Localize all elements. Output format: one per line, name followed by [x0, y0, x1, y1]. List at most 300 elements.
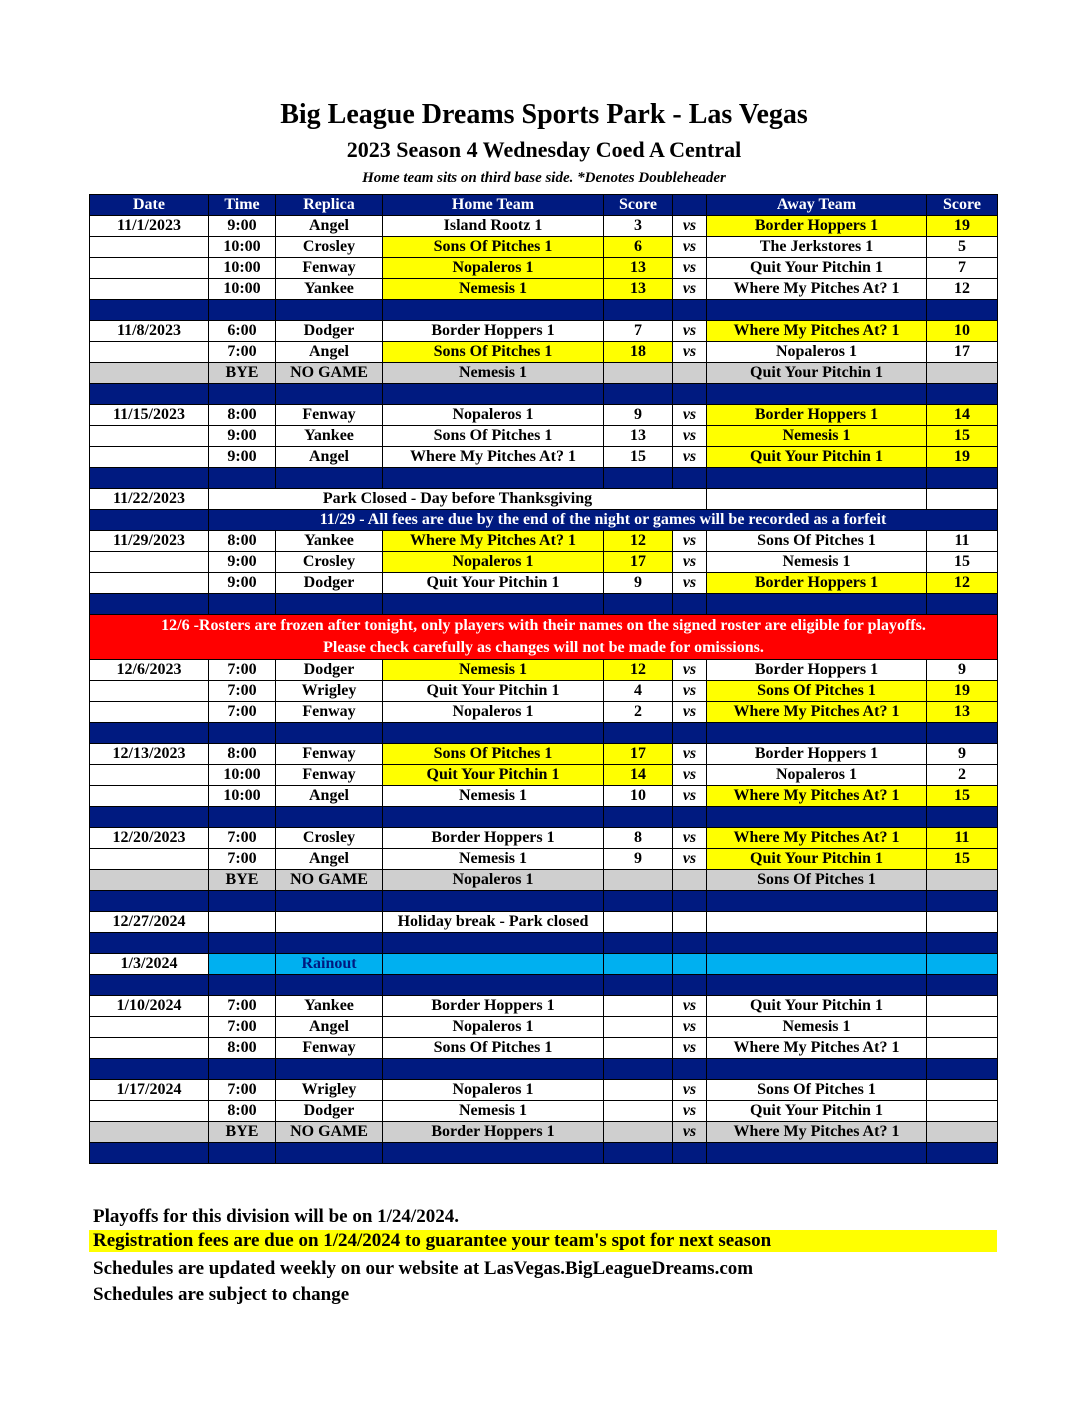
separator-cell	[276, 975, 383, 996]
away-team-cell: Quit Your Pitchin 1	[707, 363, 927, 384]
replica-cell: Angel	[276, 447, 383, 468]
time-cell: 7:00	[209, 342, 276, 363]
replica-cell: Crosley	[276, 237, 383, 258]
time-cell: 8:00	[209, 531, 276, 552]
home-team-cell: Quit Your Pitchin 1	[383, 573, 604, 594]
time-cell: 7:00	[209, 996, 276, 1017]
separator-cell	[276, 1059, 383, 1080]
away-team-cell: Nemesis 1	[707, 426, 927, 447]
home-team-cell: Quit Your Pitchin 1	[383, 681, 604, 702]
replica-cell: Dodger	[276, 1101, 383, 1122]
date-cell: 1/10/2024	[90, 996, 209, 1017]
away-score-cell: 19	[927, 447, 998, 468]
replica-cell: Fenway	[276, 744, 383, 765]
away-score-cell: 2	[927, 765, 998, 786]
separator-cell	[209, 933, 276, 954]
away-score-cell: 19	[927, 216, 998, 237]
game-row	[90, 786, 998, 807]
time-cell: 9:00	[209, 447, 276, 468]
separator-row	[90, 933, 998, 954]
home-team-cell: Border Hoppers 1	[383, 996, 604, 1017]
separator-cell	[90, 1059, 209, 1080]
home-team-cell: Sons Of Pitches 1	[383, 342, 604, 363]
separator-cell	[383, 594, 604, 615]
home-score-cell	[604, 1122, 673, 1143]
home-score-cell: 17	[604, 744, 673, 765]
home-team-cell: Nemesis 1	[383, 363, 604, 384]
separator-row	[90, 891, 998, 912]
vs-cell: vs	[673, 744, 707, 765]
replica-cell: Yankee	[276, 531, 383, 552]
date-cell	[90, 279, 209, 300]
schedule-table	[89, 194, 998, 1164]
home-score-cell: 13	[604, 258, 673, 279]
time-cell: 10:00	[209, 258, 276, 279]
separator-row	[90, 300, 998, 321]
away-team-cell: Where My Pitches At? 1	[707, 1038, 927, 1059]
separator-row	[90, 975, 998, 996]
game-row	[90, 1017, 998, 1038]
away-score-cell: 11	[927, 531, 998, 552]
replica-cell: Fenway	[276, 702, 383, 723]
date-cell: 1/3/2024	[90, 954, 209, 975]
replica-cell	[276, 912, 383, 933]
home-score-cell: 18	[604, 342, 673, 363]
away-score-cell: 15	[927, 426, 998, 447]
separator-cell	[383, 1059, 604, 1080]
replica-cell: Fenway	[276, 258, 383, 279]
home-team-cell: Nopaleros 1	[383, 258, 604, 279]
col-home-score-header: Score	[604, 195, 673, 216]
replica-cell: Fenway	[276, 1038, 383, 1059]
time-cell: 7:00	[209, 702, 276, 723]
replica-cell: Angel	[276, 216, 383, 237]
away-team-cell: Quit Your Pitchin 1	[707, 849, 927, 870]
separator-cell	[383, 723, 604, 744]
away-team-cell: Where My Pitches At? 1	[707, 786, 927, 807]
home-score-cell: 15	[604, 447, 673, 468]
separator-cell	[707, 594, 927, 615]
away-score-cell	[927, 1080, 998, 1101]
away-score-cell: 12	[927, 279, 998, 300]
away-team-cell: Sons Of Pitches 1	[707, 1080, 927, 1101]
game-row	[90, 531, 998, 552]
roster-alert-line-1: 12/6 -Rosters are frozen after tonight, only players with their names on the signed roster are eligible for playoffs.	[161, 617, 926, 634]
col-home-header: Home Team	[383, 195, 604, 216]
away-score-cell	[927, 1038, 998, 1059]
header-row	[90, 195, 998, 216]
separator-cell	[383, 384, 604, 405]
date-cell	[90, 681, 209, 702]
away-team-cell: Where My Pitches At? 1	[707, 828, 927, 849]
separator-cell	[383, 933, 604, 954]
separator-cell	[276, 807, 383, 828]
vs-cell: vs	[673, 786, 707, 807]
away-score-cell: 14	[927, 405, 998, 426]
separator-row	[90, 384, 998, 405]
vs-cell: vs	[673, 573, 707, 594]
time-cell: 10:00	[209, 279, 276, 300]
separator-cell	[673, 807, 707, 828]
date-cell	[90, 786, 209, 807]
separator-cell	[383, 468, 604, 489]
separator-cell	[707, 1143, 927, 1164]
separator-cell	[927, 975, 998, 996]
rainout-cell	[383, 954, 604, 975]
home-score-cell: 7	[604, 321, 673, 342]
replica-cell: Fenway	[276, 765, 383, 786]
separator-cell	[383, 300, 604, 321]
separator-cell	[383, 975, 604, 996]
away-score-cell: 7	[927, 258, 998, 279]
date-cell: 11/1/2023	[90, 216, 209, 237]
separator-cell	[276, 1143, 383, 1164]
replica-cell: Dodger	[276, 660, 383, 681]
away-team-cell: Where My Pitches At? 1	[707, 1122, 927, 1143]
home-score-cell	[604, 912, 673, 933]
separator-row	[90, 594, 998, 615]
date-cell	[90, 258, 209, 279]
col-date-header: Date	[90, 195, 209, 216]
vs-cell: vs	[673, 237, 707, 258]
separator-cell	[604, 468, 673, 489]
home-team-cell: Sons Of Pitches 1	[383, 744, 604, 765]
game-row	[90, 279, 998, 300]
vs-cell: vs	[673, 321, 707, 342]
home-team-cell: Border Hoppers 1	[383, 1122, 604, 1143]
separator-cell	[604, 723, 673, 744]
separator-cell	[90, 975, 209, 996]
away-score-cell: 12	[927, 573, 998, 594]
date-cell	[90, 573, 209, 594]
away-team-cell: Border Hoppers 1	[707, 216, 927, 237]
separator-cell	[276, 300, 383, 321]
vs-cell: vs	[673, 552, 707, 573]
time-cell: 9:00	[209, 426, 276, 447]
replica-cell: Crosley	[276, 552, 383, 573]
home-team-cell: Nopaleros 1	[383, 405, 604, 426]
date-cell	[90, 1101, 209, 1122]
separator-cell	[604, 891, 673, 912]
replica-cell: Fenway	[276, 405, 383, 426]
date-cell	[90, 765, 209, 786]
website-note: Schedules are updated weekly on our website at LasVegas.BigLeagueDreams.com	[93, 1258, 754, 1279]
separator-cell	[209, 300, 276, 321]
home-score-cell: 2	[604, 702, 673, 723]
separator-cell	[604, 933, 673, 954]
time-cell: 7:00	[209, 1080, 276, 1101]
separator-cell	[209, 1143, 276, 1164]
home-score-cell: 9	[604, 849, 673, 870]
time-cell: 8:00	[209, 405, 276, 426]
page-subtitle: 2023 Season 4 Wednesday Coed A Central	[346, 137, 742, 162]
away-team-cell: Nemesis 1	[707, 552, 927, 573]
col-away-header: Away Team	[707, 195, 927, 216]
date-cell: 11/22/2023	[90, 489, 209, 510]
home-team-cell: Nopaleros 1	[383, 870, 604, 891]
game-row	[90, 702, 998, 723]
vs-cell: vs	[673, 660, 707, 681]
vs-cell: vs	[673, 531, 707, 552]
vs-cell: vs	[673, 765, 707, 786]
vs-cell: vs	[673, 258, 707, 279]
home-score-cell	[604, 363, 673, 384]
separator-cell	[707, 891, 927, 912]
separator-cell	[707, 468, 927, 489]
time-cell: BYE	[209, 363, 276, 384]
separator-cell	[927, 300, 998, 321]
home-score-cell: 13	[604, 279, 673, 300]
date-cell: 11/29/2023	[90, 531, 209, 552]
separator-cell	[276, 891, 383, 912]
home-team-cell: Nopaleros 1	[383, 1080, 604, 1101]
separator-cell	[673, 933, 707, 954]
holiday-note: Holiday break - Park closed	[383, 912, 604, 933]
home-team-cell: Nemesis 1	[383, 279, 604, 300]
rainout-cell	[707, 954, 927, 975]
home-score-cell: 3	[604, 216, 673, 237]
away-score-cell: 9	[927, 660, 998, 681]
vs-cell	[673, 870, 707, 891]
away-score-cell: 5	[927, 237, 998, 258]
game-row	[90, 681, 998, 702]
separator-cell	[707, 933, 927, 954]
vs-cell: vs	[673, 1101, 707, 1122]
vs-cell: vs	[673, 996, 707, 1017]
fees-notice: 11/29 - All fees are due by the end of the night or games will be recorded as a forfeit	[209, 510, 998, 531]
vs-cell: vs	[673, 849, 707, 870]
date-cell	[90, 237, 209, 258]
date-cell: 12/6/2023	[90, 660, 209, 681]
time-cell: 7:00	[209, 660, 276, 681]
away-team-cell: Where My Pitches At? 1	[707, 321, 927, 342]
home-score-cell	[604, 1017, 673, 1038]
separator-cell	[927, 1143, 998, 1164]
home-score-cell: 9	[604, 573, 673, 594]
replica-cell: Angel	[276, 786, 383, 807]
home-team-cell: Border Hoppers 1	[383, 828, 604, 849]
away-team-cell: Quit Your Pitchin 1	[707, 447, 927, 468]
time-cell: 9:00	[209, 216, 276, 237]
away-team-cell: Quit Your Pitchin 1	[707, 996, 927, 1017]
home-team-cell: Quit Your Pitchin 1	[383, 765, 604, 786]
away-score-cell	[927, 996, 998, 1017]
date-cell: 12/20/2023	[90, 828, 209, 849]
separator-cell	[673, 468, 707, 489]
date-cell	[90, 342, 209, 363]
separator-cell	[209, 468, 276, 489]
home-score-cell: 14	[604, 765, 673, 786]
separator-cell	[383, 807, 604, 828]
home-team-cell: Sons Of Pitches 1	[383, 237, 604, 258]
away-team-cell: Border Hoppers 1	[707, 660, 927, 681]
game-row	[90, 996, 998, 1017]
replica-cell: Yankee	[276, 279, 383, 300]
game-row	[90, 660, 998, 681]
separator-cell	[673, 891, 707, 912]
away-team-cell	[707, 912, 927, 933]
away-team-cell: Nopaleros 1	[707, 765, 927, 786]
game-row	[90, 573, 998, 594]
separator-cell	[383, 891, 604, 912]
vs-cell: vs	[673, 447, 707, 468]
vs-cell: vs	[673, 702, 707, 723]
away-score-cell	[927, 912, 998, 933]
separator-row	[90, 1143, 998, 1164]
home-score-cell	[604, 1101, 673, 1122]
away-score-cell	[927, 1017, 998, 1038]
separator-cell	[209, 1059, 276, 1080]
home-team-cell: Island Rootz 1	[383, 216, 604, 237]
rainout-row	[90, 954, 998, 975]
date-cell	[90, 1122, 209, 1143]
away-team-cell	[707, 489, 927, 510]
date-cell	[90, 870, 209, 891]
game-row	[90, 849, 998, 870]
game-row	[90, 258, 998, 279]
home-team-cell: Nopaleros 1	[383, 552, 604, 573]
home-team-cell: Nemesis 1	[383, 660, 604, 681]
time-cell: 8:00	[209, 1101, 276, 1122]
away-score-cell: 15	[927, 786, 998, 807]
replica-cell: Crosley	[276, 828, 383, 849]
replica-cell: Wrigley	[276, 681, 383, 702]
separator-cell	[927, 891, 998, 912]
away-team-cell: Quit Your Pitchin 1	[707, 1101, 927, 1122]
away-team-cell: Nopaleros 1	[707, 342, 927, 363]
away-score-cell: 11	[927, 828, 998, 849]
time-cell: 9:00	[209, 552, 276, 573]
date-cell	[90, 510, 209, 531]
holiday-row	[90, 912, 998, 933]
time-cell: BYE	[209, 870, 276, 891]
schedule-body	[90, 195, 998, 1164]
away-score-cell	[927, 870, 998, 891]
vs-cell: vs	[673, 405, 707, 426]
away-team-cell: Where My Pitches At? 1	[707, 702, 927, 723]
replica-cell: NO GAME	[276, 1122, 383, 1143]
separator-cell	[90, 300, 209, 321]
separator-cell	[927, 723, 998, 744]
vs-cell: vs	[673, 1122, 707, 1143]
page-title: Big League Dreams Sports Park - Las Vegas	[280, 99, 808, 130]
separator-row	[90, 723, 998, 744]
separator-cell	[276, 384, 383, 405]
home-team-cell: Nopaleros 1	[383, 702, 604, 723]
home-team-cell: Where My Pitches At? 1	[383, 447, 604, 468]
away-team-cell: Border Hoppers 1	[707, 744, 927, 765]
date-cell	[90, 426, 209, 447]
separator-row	[90, 468, 998, 489]
separator-cell	[276, 933, 383, 954]
home-score-cell	[604, 996, 673, 1017]
separator-cell	[673, 1143, 707, 1164]
home-score-cell: 10	[604, 786, 673, 807]
separator-cell	[927, 384, 998, 405]
vs-cell: vs	[673, 1017, 707, 1038]
separator-cell	[276, 594, 383, 615]
separator-cell	[604, 384, 673, 405]
vs-cell: vs	[673, 1038, 707, 1059]
separator-cell	[90, 384, 209, 405]
date-cell	[90, 447, 209, 468]
time-cell	[209, 912, 276, 933]
home-score-cell: 8	[604, 828, 673, 849]
date-cell: 12/27/2024	[90, 912, 209, 933]
time-cell: 10:00	[209, 786, 276, 807]
away-team-cell: The Jerkstores 1	[707, 237, 927, 258]
separator-cell	[707, 384, 927, 405]
away-score-cell	[927, 363, 998, 384]
separator-cell	[209, 723, 276, 744]
separator-cell	[90, 1143, 209, 1164]
separator-cell	[209, 594, 276, 615]
separator-cell	[604, 1059, 673, 1080]
col-vs-header	[673, 195, 707, 216]
separator-cell	[927, 933, 998, 954]
away-score-cell: 19	[927, 681, 998, 702]
home-score-cell	[604, 870, 673, 891]
vs-cell: vs	[673, 681, 707, 702]
away-score-cell: 15	[927, 552, 998, 573]
game-row	[90, 405, 998, 426]
game-row	[90, 1080, 998, 1101]
col-replica-header: Replica	[276, 195, 383, 216]
home-score-cell	[604, 1080, 673, 1101]
separator-cell	[707, 1059, 927, 1080]
away-team-cell: Sons Of Pitches 1	[707, 531, 927, 552]
time-cell: 8:00	[209, 744, 276, 765]
change-note: Schedules are subject to change	[93, 1284, 350, 1305]
away-score-cell	[927, 489, 998, 510]
date-cell: 11/15/2023	[90, 405, 209, 426]
separator-cell	[673, 723, 707, 744]
separator-cell	[90, 807, 209, 828]
separator-cell	[604, 807, 673, 828]
separator-cell	[604, 594, 673, 615]
time-cell: 9:00	[209, 573, 276, 594]
separator-cell	[707, 723, 927, 744]
date-cell	[90, 552, 209, 573]
time-cell: BYE	[209, 1122, 276, 1143]
away-score-cell: 10	[927, 321, 998, 342]
separator-cell	[90, 933, 209, 954]
date-cell	[90, 1038, 209, 1059]
bye-row	[90, 1122, 998, 1143]
notice-row	[90, 510, 998, 531]
home-score-cell: 4	[604, 681, 673, 702]
separator-cell	[673, 300, 707, 321]
game-row	[90, 744, 998, 765]
game-row	[90, 237, 998, 258]
away-team-cell: Sons Of Pitches 1	[707, 681, 927, 702]
separator-cell	[927, 1059, 998, 1080]
separator-cell	[707, 300, 927, 321]
separator-cell	[927, 468, 998, 489]
away-team-cell: Quit Your Pitchin 1	[707, 258, 927, 279]
game-row	[90, 321, 998, 342]
replica-cell: NO GAME	[276, 870, 383, 891]
replica-cell: Yankee	[276, 996, 383, 1017]
vs-cell: vs	[673, 828, 707, 849]
away-team-cell: Sons Of Pitches 1	[707, 870, 927, 891]
game-row	[90, 552, 998, 573]
separator-cell	[673, 975, 707, 996]
roster-alert-row	[90, 615, 998, 660]
home-score-cell: 12	[604, 660, 673, 681]
rainout-cell	[673, 954, 707, 975]
home-team-cell: Border Hoppers 1	[383, 321, 604, 342]
